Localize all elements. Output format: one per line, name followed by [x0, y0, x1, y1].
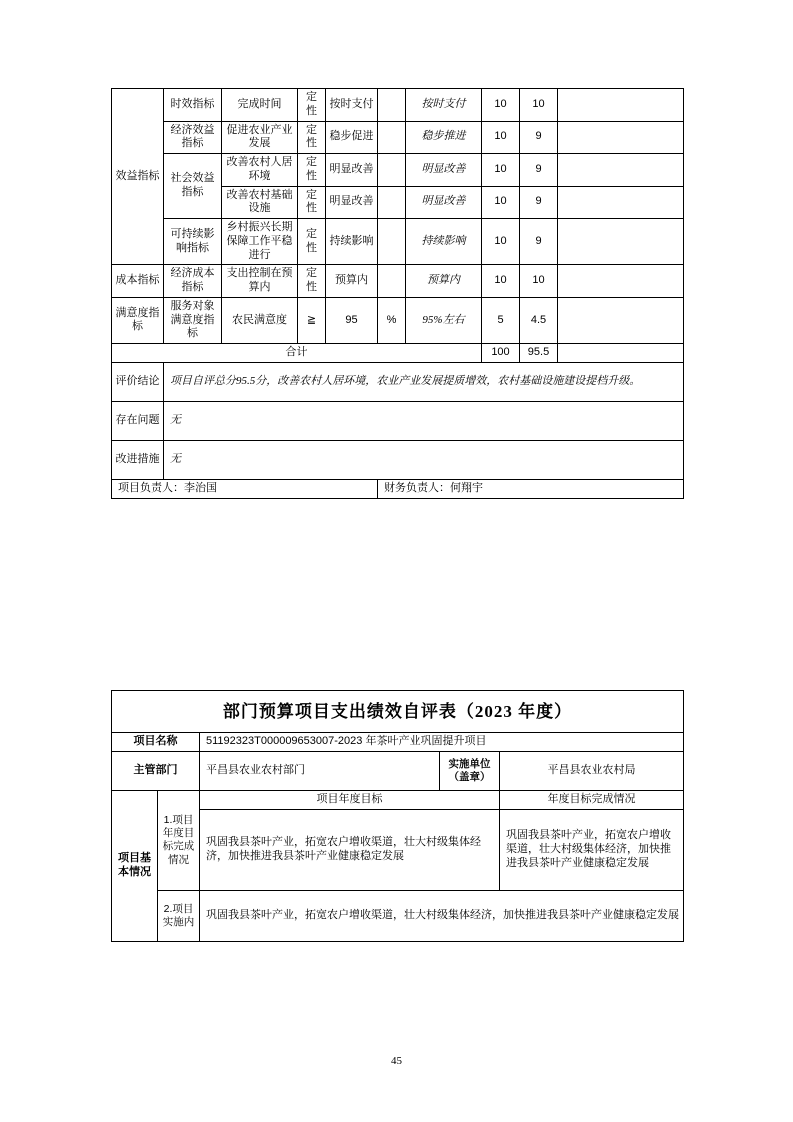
cell-actual: 持续影响: [406, 219, 482, 265]
total-score: 100: [482, 344, 520, 363]
cell-type: 定性: [298, 186, 326, 219]
project-leader: 项目负责人：李治国: [112, 479, 378, 498]
table-row-goal-header: [112, 791, 684, 810]
page-number: 45: [391, 1055, 402, 1067]
cell-indicator: 促进农业产业发展: [222, 121, 298, 154]
cell-unit: [378, 121, 406, 154]
cell-score: 10: [482, 186, 520, 219]
cell-target: 持续影响: [326, 219, 378, 265]
cell-selfscore: 9: [520, 121, 558, 154]
cell-type: ≧: [298, 297, 326, 343]
table-row-item2: [112, 890, 684, 941]
cell-actual: 95%左右: [406, 297, 482, 343]
year-goal-header: 项目年度目标: [200, 791, 500, 810]
cell-indicator: 支出控制在预算内: [222, 265, 298, 298]
cell-remark: [558, 154, 684, 187]
cell-score: 10: [482, 121, 520, 154]
project-name-value: 51192323T000009653007-2023 年茶叶产业巩固提升项目: [200, 733, 684, 752]
cell-target: 稳步促进: [326, 121, 378, 154]
item2-label: 2.项目实施内: [158, 890, 200, 941]
cell-unit: [378, 265, 406, 298]
self-evaluation-table-wrapper: [111, 690, 683, 942]
table-row: [112, 154, 684, 187]
year-goal-done-header: 年度目标完成情况: [500, 791, 684, 810]
unit-value: 平昌县农业农村局: [500, 752, 684, 791]
cell-subcategory: 时效指标: [164, 89, 222, 122]
cell-remark: [558, 186, 684, 219]
cell-type: 定性: [298, 219, 326, 265]
cell-remark: [558, 89, 684, 122]
problems-label: 存在问题: [112, 401, 164, 440]
cell-remark: [558, 265, 684, 298]
performance-indicator-table: [111, 88, 684, 499]
cell-category: 效益指标: [112, 89, 164, 265]
cell-actual: 明显改善: [406, 186, 482, 219]
cell-actual: 明显改善: [406, 154, 482, 187]
table-row: [112, 265, 684, 298]
finance-leader: 财务负责人：何翔宇: [378, 479, 684, 498]
cell-actual: 稳步推进: [406, 121, 482, 154]
cell-unit: [378, 186, 406, 219]
cell-actual: 预算内: [406, 265, 482, 298]
total-actual: 95.5: [520, 344, 558, 363]
table-row-problems: [112, 401, 684, 440]
cell-target: 预算内: [326, 265, 378, 298]
cell-remark: [558, 121, 684, 154]
dept-value: 平昌县农业农村部门: [200, 752, 440, 791]
problems-value: 无: [164, 401, 684, 440]
improvements-value: 无: [164, 440, 684, 479]
table-row: [112, 297, 684, 343]
cell-score: 10: [482, 265, 520, 298]
cell-indicator: 农民满意度: [222, 297, 298, 343]
total-label: 合计: [112, 344, 482, 363]
cell-selfscore: 9: [520, 186, 558, 219]
cell-score: 10: [482, 219, 520, 265]
table-row-title: [112, 691, 684, 733]
year-goal-value: 巩固我县茶叶产业，拓宽农户增收渠道，壮大村级集体经济，加快推进我县茶叶产业健康稳定发展: [200, 809, 500, 890]
cell-indicator: 完成时间: [222, 89, 298, 122]
cell-unit: [378, 219, 406, 265]
table-row-project-name: [112, 733, 684, 752]
cell-selfscore: 9: [520, 219, 558, 265]
cell-subcategory: 可持续影响指标: [164, 219, 222, 265]
cell-remark: [558, 297, 684, 343]
conclusion-label: 评价结论: [112, 362, 164, 401]
cell-unit: %: [378, 297, 406, 343]
cell-indicator: 改善农村基础设施: [222, 186, 298, 219]
cell-category: 成本指标: [112, 265, 164, 298]
project-name-label: 项目名称: [112, 733, 200, 752]
cell-selfscore: 4.5: [520, 297, 558, 343]
table-row-improvements: [112, 440, 684, 479]
cell-indicator: 乡村振兴长期保障工作平稳进行: [222, 219, 298, 265]
cell-remark: [558, 219, 684, 265]
improvements-label: 改进措施: [112, 440, 164, 479]
table-row-signature: [112, 479, 684, 498]
year-goal-done-value: 巩固我县茶叶产业，拓宽农户增收渠道，壮大村级集体经济，加快推进我县茶叶产业健康稳定发展: [500, 809, 684, 890]
cell-subcategory: 经济成本指标: [164, 265, 222, 298]
item1-label: 1.项目年度目标完成情况: [158, 791, 200, 891]
cell-subcategory: 服务对象满意度指标: [164, 297, 222, 343]
table-row-conclusion: [112, 362, 684, 401]
unit-label: 实施单位（盖章）: [440, 752, 500, 791]
basic-info-label: 项目基本情况: [112, 791, 158, 942]
item2-value: 巩固我县茶叶产业，拓宽农户增收渠道，壮大村级集体经济，加快推进我县茶叶产业健康稳定发展: [200, 890, 684, 941]
cell-target: 按时支付: [326, 89, 378, 122]
conclusion-value: 项目自评总分95.5分，改善农村人居环境，农业产业发展提质增效，农村基础设施建设提档升级。: [164, 362, 684, 401]
cell-type: 定性: [298, 265, 326, 298]
cell-score: 5: [482, 297, 520, 343]
cell-subcategory: 社会效益指标: [164, 154, 222, 219]
cell-score: 10: [482, 89, 520, 122]
self-evaluation-table: [111, 690, 684, 942]
cell-target: 明显改善: [326, 186, 378, 219]
table-title: 部门预算项目支出绩效自评表（2023 年度）: [112, 691, 684, 733]
cell-selfscore: 9: [520, 154, 558, 187]
cell-type: 定性: [298, 89, 326, 122]
table-row: [112, 121, 684, 154]
cell-unit: [378, 89, 406, 122]
table-row-total: [112, 344, 684, 363]
cell-subcategory: 经济效益指标: [164, 121, 222, 154]
cell-type: 定性: [298, 121, 326, 154]
cell-category: 满意度指标: [112, 297, 164, 343]
table-row: [112, 219, 684, 265]
cell-target: 95: [326, 297, 378, 343]
cell-selfscore: 10: [520, 265, 558, 298]
cell-type: 定性: [298, 154, 326, 187]
cell-selfscore: 10: [520, 89, 558, 122]
table-row: [112, 89, 684, 122]
total-remark: [558, 344, 684, 363]
cell-indicator: 改善农村人居环境: [222, 154, 298, 187]
table-row-dept: [112, 752, 684, 791]
cell-target: 明显改善: [326, 154, 378, 187]
dept-label: 主管部门: [112, 752, 200, 791]
cell-unit: [378, 154, 406, 187]
performance-indicator-table-wrapper: [111, 88, 683, 499]
cell-score: 10: [482, 154, 520, 187]
cell-actual: 按时支付: [406, 89, 482, 122]
